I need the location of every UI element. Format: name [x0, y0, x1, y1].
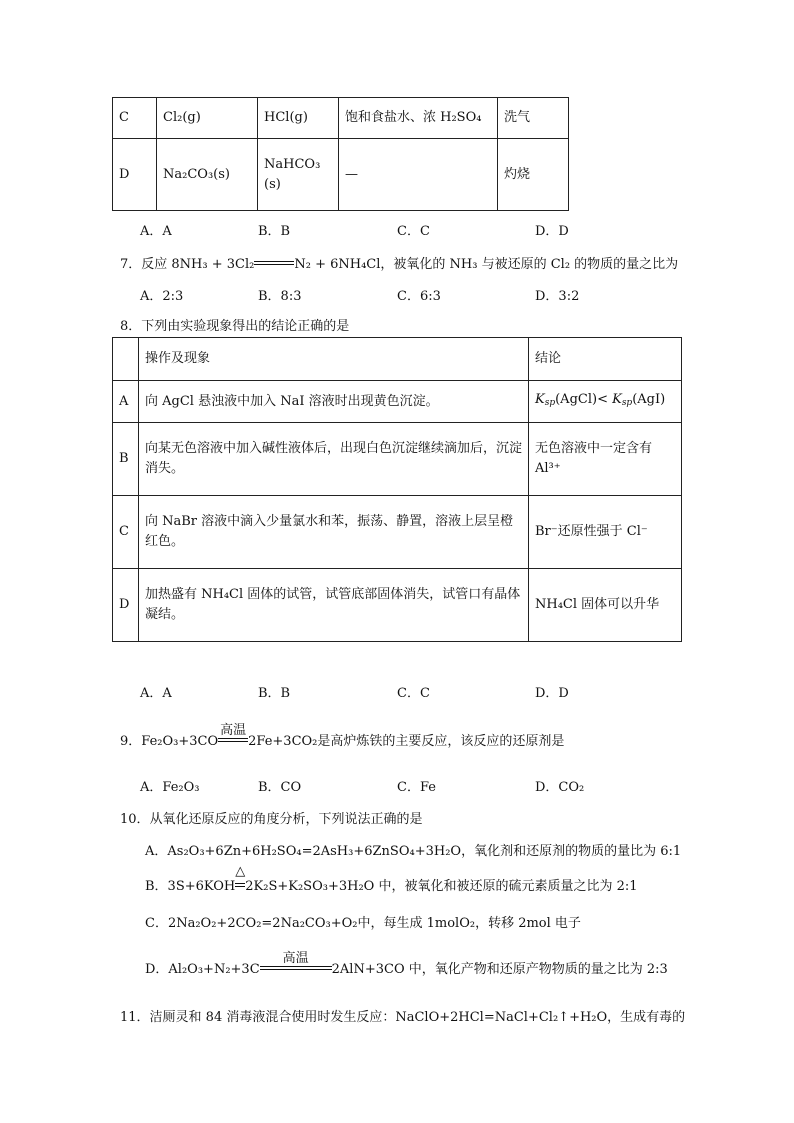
cell: —	[339, 139, 498, 211]
q7-stem	[120, 253, 678, 272]
cell: Cl₂(g)	[157, 98, 258, 139]
q9-stem	[120, 723, 565, 749]
cell-op: 向某无色溶液中加入碱性液体后，出现白色沉淀继续滴加后，沉淀消失。	[139, 423, 529, 496]
table-row	[113, 98, 569, 139]
equals-sign	[254, 257, 294, 272]
q6-table	[112, 97, 569, 211]
option-d[interactable]: D．D	[535, 686, 569, 701]
q9-rhs: 2Fe+3CO₂是高炉炼铁的主要反应，该反应的还原剂是	[248, 734, 565, 749]
cell-op: 向 AgCl 悬浊液中加入 NaI 溶液时出现黄色沉淀。	[139, 381, 529, 423]
q10-stem: 10．从氧化还原反应的角度分析，下列说法正确的是	[120, 812, 423, 827]
option-a[interactable]: A．2:3	[140, 289, 184, 304]
option-d[interactable]: D．3:2	[535, 289, 580, 304]
row-label: D	[113, 569, 139, 642]
row-label: A	[113, 381, 139, 423]
cell: 洗气	[498, 98, 569, 139]
q10-option-d[interactable]	[145, 951, 668, 977]
reaction-condition: △	[235, 864, 246, 879]
option-c[interactable]: C．C	[397, 686, 430, 701]
table-header-row	[113, 338, 682, 381]
cell-concl: NH₄Cl 固体可以升华	[529, 569, 682, 642]
row-label: C	[113, 496, 139, 569]
reaction-condition: 高温	[220, 723, 247, 738]
cell: NaHCO₃(s)	[258, 139, 339, 211]
q10-d-rhs: 2AlN+3CO 中，氧化产物和还原产物物质的量之比为 2:3	[331, 962, 668, 977]
q10-b-rhs: 2K₂S+K₂SO₃+3H₂O 中，被氧化和被还原的硫元素质量之比为 2:1	[245, 879, 638, 894]
cell: 灼烧	[498, 139, 569, 211]
row-label: D	[113, 139, 157, 211]
cell: HCl(g)	[258, 98, 339, 139]
option-b[interactable]: B．B	[258, 686, 291, 701]
q10-option-a[interactable]: A．As₂O₃+6Zn+6H₂SO₄=2AsH₃+6ZnSO₄+3H₂O，氧化剂和还原剂的物质的量比为 6:1	[145, 844, 682, 859]
cell-op: 加热盛有 NH₄Cl 固体的试管，试管底部固体消失，试管口有晶体凝结。	[139, 569, 529, 642]
header-concl: 结论	[529, 338, 682, 381]
question-number: 7．	[120, 257, 142, 272]
header-op: 操作及现象	[139, 338, 529, 381]
q8-stem: 8．下列由实验现象得出的结论正确的是	[120, 319, 350, 334]
row-label: B	[113, 423, 139, 496]
cell-concl: Br⁻还原性强于 Cl⁻	[529, 496, 682, 569]
option-c[interactable]: C．6:3	[397, 289, 441, 304]
table-row	[113, 139, 569, 211]
reaction-arrow	[260, 951, 332, 977]
table-row	[113, 381, 682, 423]
option-a[interactable]: A．Fe₂O₃	[140, 780, 200, 795]
option-a[interactable]: A．A	[140, 686, 172, 701]
table-row	[113, 423, 682, 496]
q10-option-c[interactable]: C．2Na₂O₂+2CO₂=2Na₂CO₃+O₂中，每生成 1molO₂，转移 2mol 电子	[145, 916, 581, 931]
reaction-condition: 高温	[282, 951, 309, 966]
option-b[interactable]: B．CO	[258, 780, 302, 795]
reaction-arrow	[235, 864, 246, 894]
option-d[interactable]: D．D	[535, 224, 569, 239]
cell-op: 向 NaBr 溶液中滴入少量氯水和苯，振荡、静置，溶液上层呈橙红色。	[139, 496, 529, 569]
option-c[interactable]: C．C	[397, 224, 430, 239]
row-label: C	[113, 98, 157, 139]
q10-b-lhs: B．3S+6KOH	[145, 879, 236, 894]
q10-option-b[interactable]	[145, 864, 638, 894]
reaction-arrow	[218, 723, 248, 749]
option-c[interactable]: C．Fe	[397, 780, 436, 795]
cell: Na₂CO₃(s)	[157, 139, 258, 211]
q8-table	[112, 337, 682, 642]
option-a[interactable]: A．A	[140, 224, 172, 239]
option-b[interactable]: B．8:3	[258, 289, 302, 304]
q7-text-b: N₂ + 6NH₄Cl，被氧化的 NH₃ 与被还原的 Cl₂ 的物质的量之比为	[294, 257, 679, 272]
table-row	[113, 569, 682, 642]
option-d[interactable]: D．CO₂	[535, 780, 585, 795]
cell-concl: $K_{sp}(AgCl)< K_{sp}(AgI)$	[529, 381, 682, 423]
cell-concl: 无色溶液中一定含有 Al³⁺	[529, 423, 682, 496]
table-row	[113, 496, 682, 569]
header-blank	[113, 338, 139, 381]
q7-text-a: 反应 8NH₃ + 3Cl₂	[141, 257, 255, 272]
cell: 饱和食盐水、浓 H₂SO₄	[339, 98, 498, 139]
q11-stem: 11．洁厕灵和 84 消毒液混合使用时发生反应：NaClO+2HCl=NaCl+Cl₂↑+H₂O，生成有毒的	[120, 1010, 686, 1025]
option-b[interactable]: B．B	[258, 224, 291, 239]
q9-lhs: Fe₂O₃+3CO	[141, 734, 219, 749]
question-number: 9．	[120, 734, 142, 749]
q10-d-lhs: D．Al₂O₃+N₂+3C	[145, 962, 260, 977]
